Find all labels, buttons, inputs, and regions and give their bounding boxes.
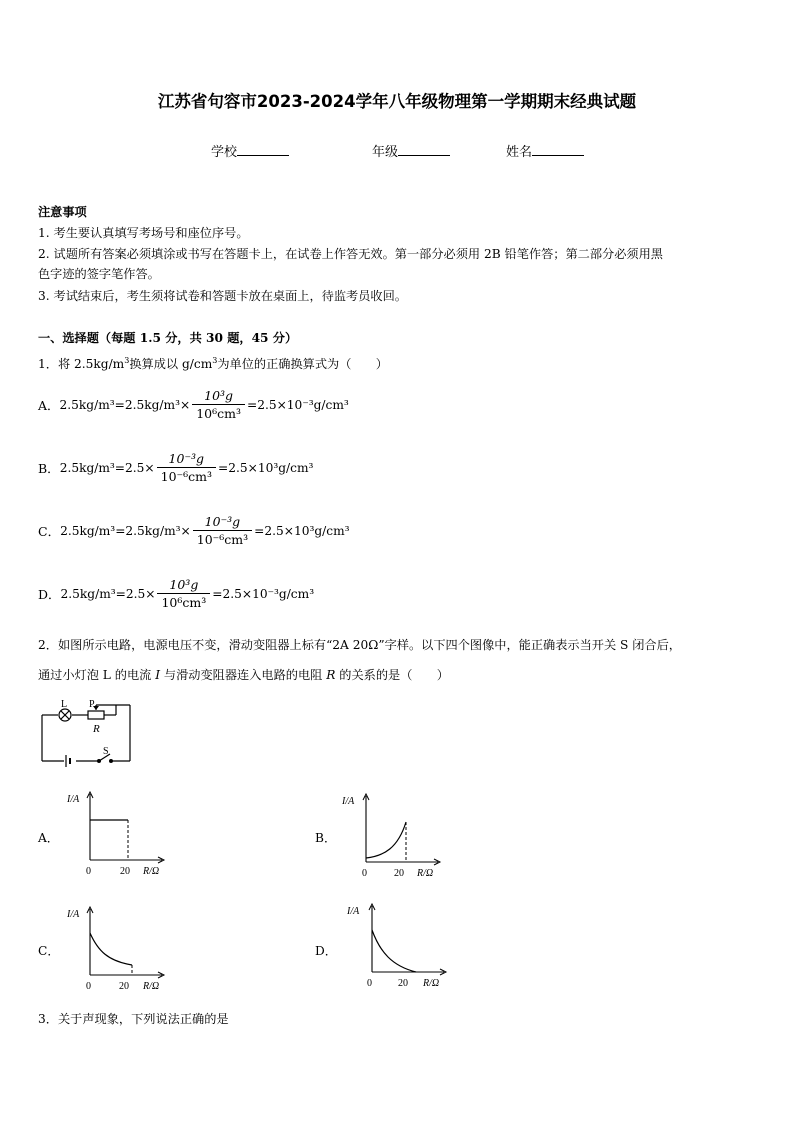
- q1-option-a[interactable]: [38, 388, 349, 421]
- notice-item-3: 3. 考试结束后，考生须将试卷和答题卡放在桌面上，待监考员收回。: [38, 289, 407, 303]
- q2-option-d-label[interactable]: D．: [315, 944, 337, 958]
- switch-label: S: [103, 746, 109, 757]
- graph-c-ylabel: I/A: [67, 909, 80, 920]
- graph-b-x0: 0: [362, 868, 367, 879]
- notice-item-2: 2. 试题所有答案必须填涂或书写在答题卡上，在试卷上作答无效。第一部分必须用 2B 铅笔作答；第二部分必须用黑: [38, 247, 663, 261]
- name-field: [506, 141, 584, 160]
- q1-option-a-num: 10³g: [204, 388, 234, 403]
- grade-field: [372, 141, 450, 160]
- name-blank[interactable]: [532, 144, 584, 156]
- graph-c-x1: 20: [119, 981, 129, 992]
- question-2-line-1: 2．如图所示电路，电源电压不变，滑动变阻器上标有“2A 20Ω”字样。以下四个图像中，能正确表示当开关 S 闭合后，: [38, 638, 681, 652]
- graph-b-ylabel: I/A: [342, 796, 355, 807]
- q1-option-b-lhs: 2.5kg/m³=2.5×: [59, 460, 155, 475]
- section-heading: 一、选择题（每题 1.5 分，共 30 题，45 分）: [38, 331, 298, 345]
- q2-line2-c: 的关系的是（ ）: [335, 668, 449, 682]
- q1-option-b-num: 10⁻³g: [168, 451, 205, 466]
- school-label: 学校: [211, 145, 238, 160]
- q2-graph-c[interactable]: [62, 903, 182, 995]
- q1-option-c[interactable]: [38, 514, 350, 547]
- graph-c-x0: 0: [86, 981, 91, 992]
- q1-option-a-den: 10⁶cm³: [192, 404, 245, 421]
- q2-option-c-label[interactable]: C．: [38, 944, 60, 958]
- school-blank[interactable]: [237, 144, 289, 156]
- graph-c-xlabel: R/Ω: [143, 981, 160, 992]
- q1-option-b-rhs: =2.5×10³g/cm³: [218, 460, 314, 475]
- switch-icon: [110, 760, 113, 763]
- q2-line2-a: 通过小灯泡 L 的电流: [38, 668, 156, 682]
- q1-stem-pre: 1．将 2.5kg/m: [38, 357, 125, 371]
- question-2-line-2: [38, 666, 449, 683]
- q1-option-d[interactable]: [38, 577, 314, 610]
- graph-b-x1: 20: [394, 868, 404, 879]
- q1-option-d-num: 10³g: [169, 577, 199, 592]
- slider-label: P: [89, 699, 95, 710]
- graph-a-x1: 20: [120, 866, 130, 877]
- rheostat-icon: [88, 711, 104, 719]
- grade-label: 年级: [372, 145, 399, 160]
- lamp-label: L: [61, 699, 68, 710]
- q2-resistance-symbol: R: [326, 668, 336, 682]
- page-title: 江苏省句容市2023-2024学年八年级物理第一学期期末经典试题: [157, 92, 637, 111]
- name-label: 姓名: [506, 145, 533, 160]
- graph-d-x0: 0: [367, 978, 372, 989]
- notice-item-2-cont: 色字迹的签字笔作答。: [38, 267, 160, 281]
- notice-heading: 注意事项: [38, 205, 87, 219]
- q1-option-d-label: D．: [38, 586, 61, 602]
- graph-b-curve: [366, 822, 406, 858]
- grade-blank[interactable]: [398, 144, 450, 156]
- q1-option-c-den: 10⁻⁶cm³: [193, 530, 252, 547]
- q2-current-symbol: I: [155, 668, 161, 682]
- graph-a-ylabel: I/A: [67, 794, 80, 805]
- question-3-stem: 3．关于声现象，下列说法正确的是: [38, 1012, 229, 1026]
- q1-stem-post: 为单位的正确换算式为（ ）: [217, 357, 388, 371]
- graph-a-xlabel: R/Ω: [143, 866, 160, 877]
- graph-d-ylabel: I/A: [347, 906, 360, 917]
- q1-option-d-fraction: [157, 577, 210, 610]
- q2-option-a-label[interactable]: A．: [38, 831, 59, 845]
- q1-option-c-fraction: [193, 514, 252, 547]
- graph-d-x1: 20: [398, 978, 408, 989]
- q1-option-d-den: 10⁶cm³: [157, 593, 210, 610]
- graph-c-curve: [90, 933, 132, 965]
- q1-option-a-label: A．: [38, 397, 60, 413]
- graph-b-xlabel: R/Ω: [417, 868, 434, 879]
- graph-d-xlabel: R/Ω: [423, 978, 440, 989]
- graph-a-x0: 0: [86, 866, 91, 877]
- q2-option-b-label[interactable]: B．: [315, 831, 337, 845]
- circuit-diagram: [36, 697, 136, 769]
- q1-option-d-lhs: 2.5kg/m³=2.5×: [60, 586, 156, 601]
- q2-graph-a[interactable]: [62, 788, 182, 880]
- q1-option-b-fraction: [157, 451, 216, 484]
- question-1-stem: 1．将 $2.5kg/m^3$换算成以 $g/cm^3$为单位的正确换算式为（ ）: [38, 356, 388, 371]
- q1-stem-mid: 换算成以 g/cm: [129, 357, 213, 371]
- q2-graph-b[interactable]: [338, 790, 458, 882]
- q2-graph-d[interactable]: [344, 900, 464, 992]
- graph-d-curve: [372, 930, 416, 972]
- school-field: [211, 141, 289, 160]
- q1-option-b[interactable]: [38, 451, 313, 484]
- q2-line2-b: 与滑动变阻器连入电路的电阻: [160, 668, 327, 682]
- q1-option-a-fraction: [192, 388, 245, 421]
- q1-option-d-rhs: =2.5×10⁻³g/cm³: [212, 586, 315, 601]
- q1-option-c-lhs: 2.5kg/m³=2.5kg/m³×: [60, 523, 191, 538]
- q1-option-c-num: 10⁻³g: [204, 514, 241, 529]
- q1-option-b-den: 10⁻⁶cm³: [157, 467, 216, 484]
- q1-option-a-rhs: =2.5×10⁻³g/cm³: [247, 397, 349, 412]
- q1-option-a-lhs: 2.5kg/m³=2.5kg/m³×: [59, 397, 191, 412]
- q1-option-b-label: B．: [38, 460, 60, 476]
- resistor-label: R: [93, 723, 100, 735]
- q1-option-c-rhs: =2.5×10³g/cm³: [254, 523, 350, 538]
- notice-item-1: 1. 考生要认真填写考场号和座位序号。: [38, 226, 249, 240]
- q1-option-c-label: C．: [38, 523, 61, 539]
